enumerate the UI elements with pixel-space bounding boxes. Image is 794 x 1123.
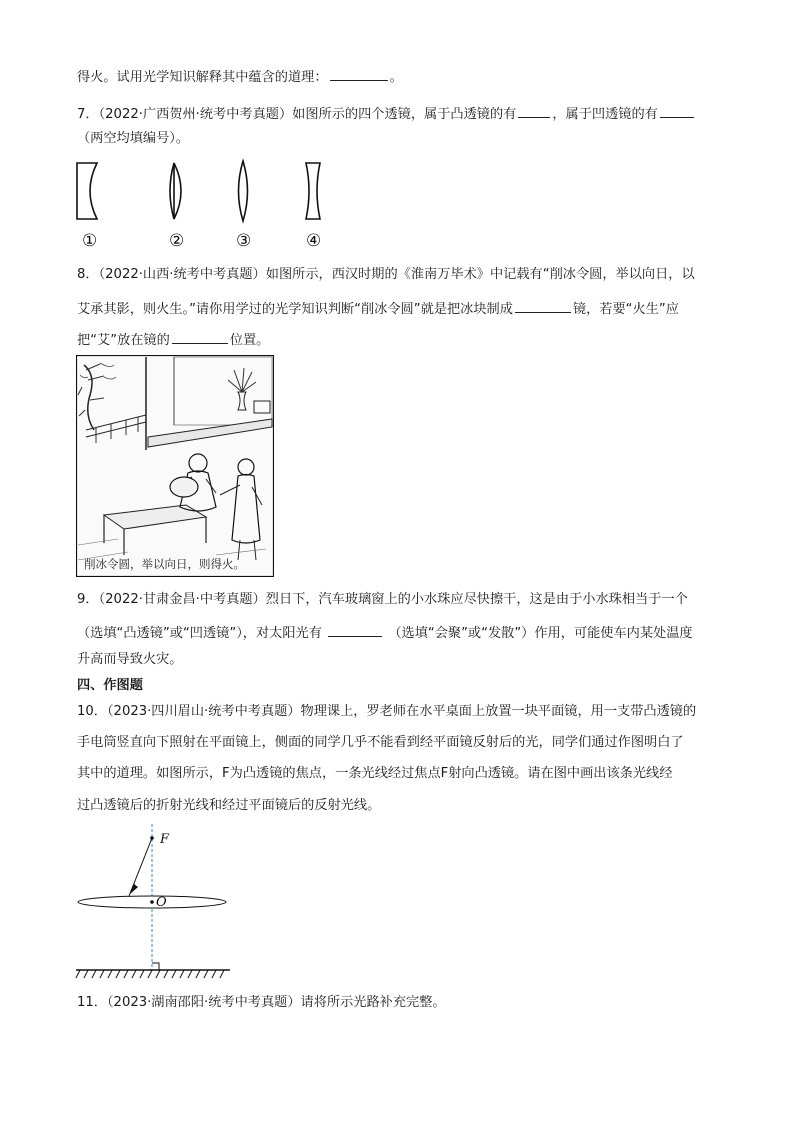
lens-label-1: ① — [82, 231, 98, 251]
q7-text-b: ，属于凹透镜的有 — [552, 107, 658, 122]
lens-2 — [170, 163, 181, 219]
optics-diagram — [74, 822, 244, 984]
q10-line-3 — [77, 765, 672, 783]
q8-text-3b: 位置。 — [229, 333, 270, 348]
q9-text-2a: （选填“凸透镜”或“凹透镜”），对太阳光有 — [77, 626, 322, 641]
q8-line-3 — [77, 329, 269, 350]
lens-label-3: ③ — [236, 231, 252, 251]
answer-blank[interactable] — [330, 66, 388, 81]
incident-ray — [129, 838, 152, 896]
q9-text-1: 9．（2022·甘肃金昌·中考真题）烈日下，汽车玻璃窗上的小水珠应尽快擦干，这是由于小水珠相当于一个 — [77, 592, 688, 607]
q9-line-3 — [77, 651, 183, 669]
q8-line-2 — [77, 298, 679, 319]
q6-tail-line — [77, 66, 403, 87]
lens-1 — [77, 163, 97, 219]
q10-line-1 — [77, 703, 696, 721]
answer-blank-effect[interactable] — [328, 622, 382, 637]
q11-line-1 — [77, 994, 446, 1012]
right-angle-mark — [152, 963, 159, 970]
q9-line-1 — [77, 591, 688, 609]
mirror-hatching — [76, 970, 224, 978]
q10-line-2 — [77, 734, 684, 752]
illustration-caption: 削冰令圆，举以向日，则得火。 — [84, 557, 245, 571]
answer-blank-concave[interactable] — [660, 103, 694, 118]
lens-label-4: ④ — [306, 231, 322, 251]
answer-blank-convex[interactable] — [518, 103, 550, 118]
q9-text-3: 升高而导致火灾。 — [77, 652, 183, 667]
ray-arrow — [130, 884, 138, 894]
label-O: O — [156, 895, 167, 910]
answer-blank-position[interactable] — [172, 329, 228, 344]
q9-line-2 — [77, 622, 693, 643]
q8-text-1: 8．（2022·山西·统考中考真题）如图所示，西汉时期的《淮南万毕术》中记载有“削冰令圆，举以向日，以 — [77, 267, 695, 282]
q8-text-2a: 艾承其影，则火生。”请你用学过的光学知识判断“削冰令圆”就是把冰块制成 — [77, 302, 513, 317]
q8-text-2b: 镜，若要“火生”应 — [572, 302, 679, 317]
section-heading: 四、作图题 — [77, 678, 143, 693]
q6-tail-end: 。 — [389, 70, 403, 85]
q10-text-2: 手电筒竖直向下照射在平面镜上，侧面的同学几乎不能看到经平面镜反射后的光，同学们通过作图明白了 — [77, 735, 684, 750]
q7-line-1 — [77, 103, 696, 124]
q10-text-3: 其中的道理。如图所示，F为凸透镜的焦点，一条光线经过焦点F射向凸透镜。请在图中画出该条光线经 — [77, 766, 673, 781]
q10-line-4 — [77, 797, 380, 815]
q9-text-2b: （选填“会聚”或“发散”）作用，可能使车内某处温度 — [388, 626, 693, 641]
lens-label-2: ② — [169, 231, 185, 251]
q7-text-c: （两空均填编号）。 — [77, 131, 190, 146]
q8-text-3a: 把“艾”放在镜的 — [77, 333, 170, 348]
q7-line-2 — [77, 130, 189, 148]
label-F: F — [160, 832, 170, 847]
optical-center — [150, 900, 154, 904]
q11-text-1: 11．（2023·湖南邵阳·统考中考真题）请将所示光路补充完整。 — [77, 995, 446, 1010]
answer-blank-lens[interactable] — [515, 298, 571, 313]
q6-tail-text: 得火。试用光学知识解释其中蕴含的道理： — [77, 70, 328, 85]
lens-4 — [306, 163, 320, 219]
q10-text-4: 过凸透镜后的折射光线和经过平面镜后的反射光线。 — [77, 798, 381, 813]
q8-line-1 — [77, 266, 695, 284]
lens-3 — [239, 161, 248, 221]
q10-text-1: 10．（2023·四川眉山·统考中考真题）物理课上，罗老师在水平桌面上放置一块平面镜，用一支带凸透镜的 — [77, 704, 697, 719]
lens-figure — [70, 155, 350, 230]
q7-text-a: 7．（2022·广西贺州·统考中考真题）如图所示的四个透镜，属于凸透镜的有 — [77, 107, 517, 122]
ancient-illustration — [76, 355, 274, 577]
